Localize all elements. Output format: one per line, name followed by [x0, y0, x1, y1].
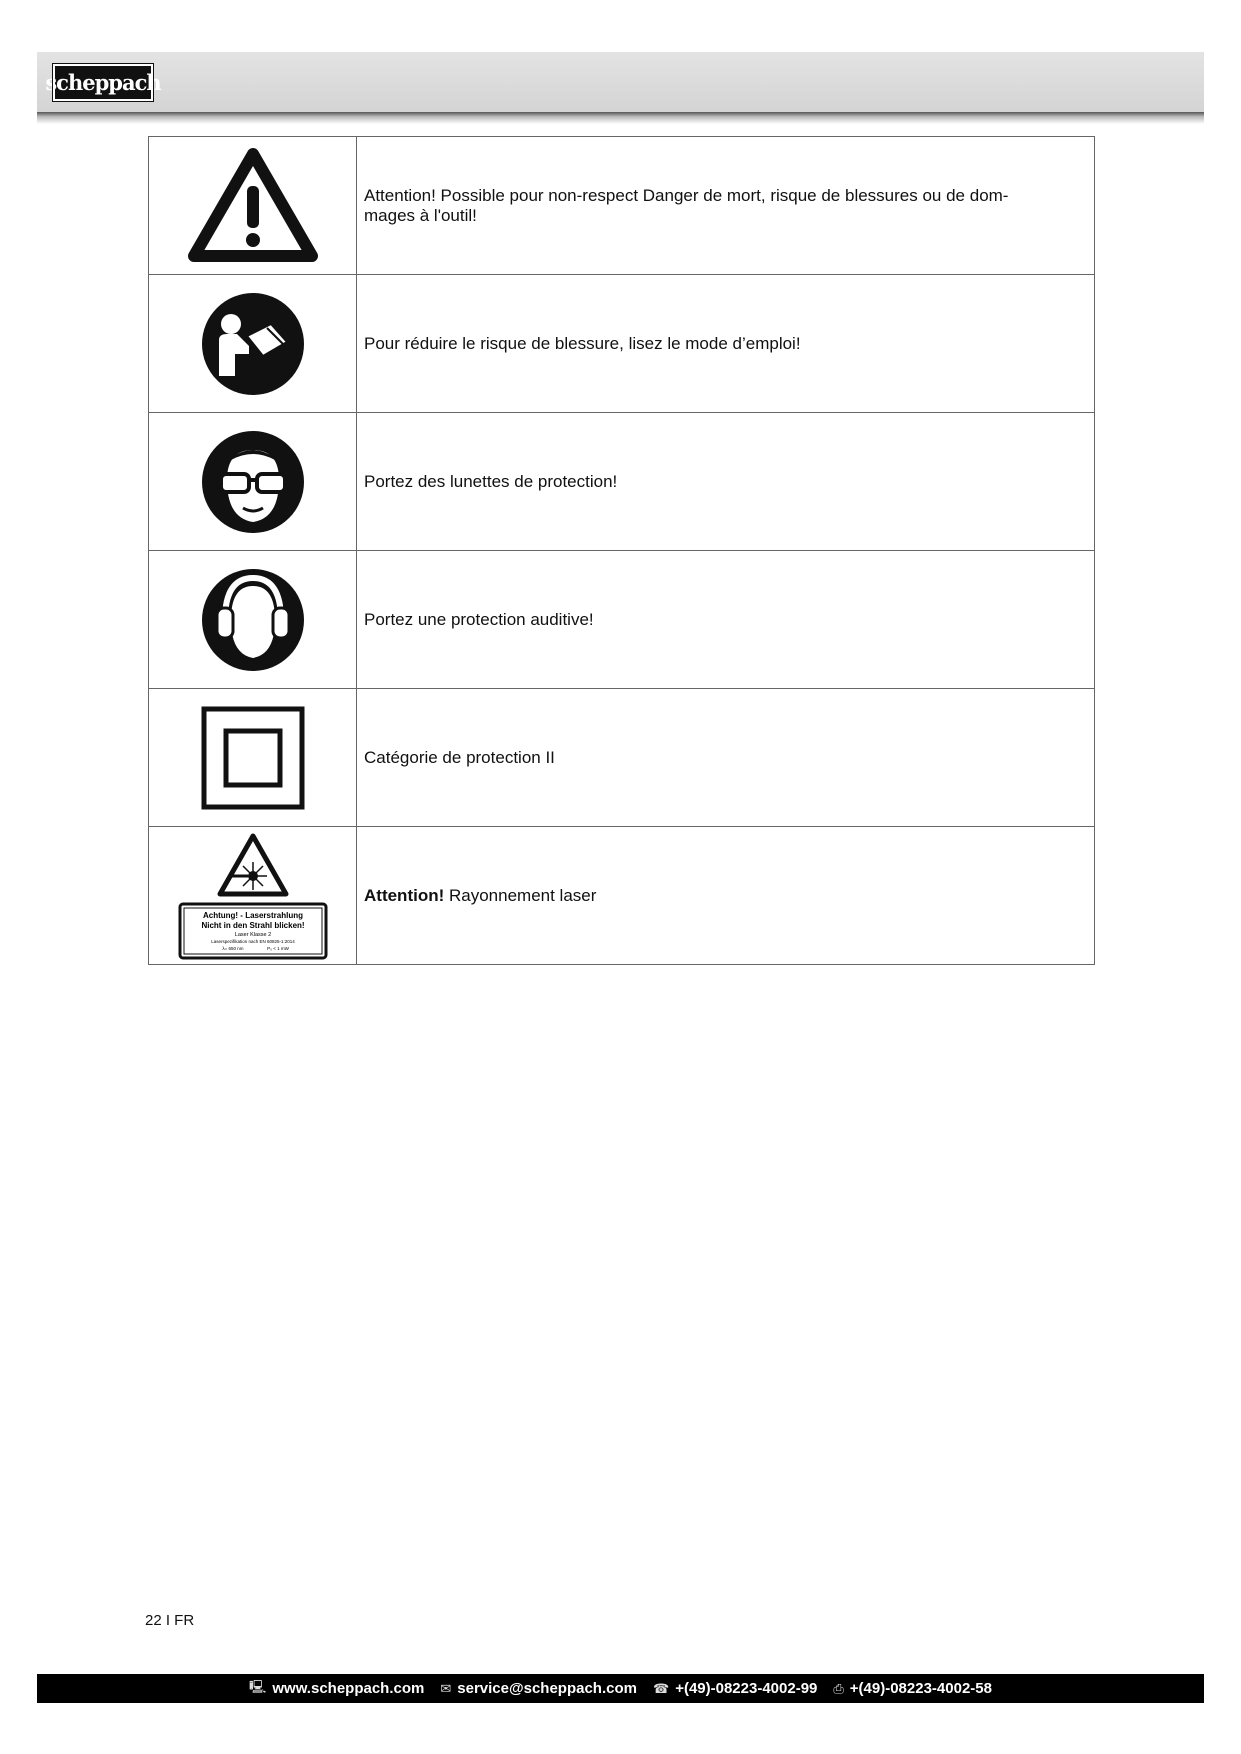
footer-fax: +(49)-08223-4002-58 [849, 1680, 992, 1697]
protection-class-ii-icon [201, 706, 305, 810]
footer-email[interactable]: service@scheppach.com [457, 1680, 637, 1697]
header-bar [37, 52, 1204, 112]
scheppach-logo: scheppach [53, 64, 153, 101]
symbol-description: Catégorie de protection II [357, 689, 1095, 827]
table-row [149, 689, 1095, 827]
laser-label-line2: Nicht in den Strahl blicken! [200, 920, 305, 930]
header-shadow [37, 112, 1204, 124]
fax-icon: ⎙ [833, 1680, 844, 1696]
table-row [149, 827, 1095, 965]
footer-website[interactable]: www.scheppach.com [272, 1680, 425, 1697]
symbol-description: Pour réduire le risque de blessure, lisez le mode d’emploi! [357, 275, 1095, 413]
footer-phone: +(49)-08223-4002-99 [675, 1680, 818, 1697]
laser-description: Rayonnement laser [444, 885, 597, 905]
laser-label-line1: Achtung! - Laserstrahlung [202, 910, 303, 920]
laser-warning-icon [178, 832, 328, 960]
laser-label-power: P₀ < 1 mW [266, 945, 289, 951]
phone-icon: ☎ [652, 1680, 670, 1696]
table-row [149, 137, 1095, 275]
attention-label: Attention! [364, 885, 445, 905]
laser-label-line3: Laser Klasse 2 [234, 931, 271, 938]
table-row [149, 275, 1095, 413]
symbol-description [357, 827, 1095, 965]
laser-label-wavelength: λ= 650 nm [221, 945, 244, 951]
symbol-table [148, 136, 1095, 965]
eye-protection-icon [201, 430, 305, 534]
table-row [149, 413, 1095, 551]
email-icon: ✉ [440, 1680, 452, 1696]
footer-bar [37, 1674, 1204, 1703]
laser-label-line4: Laserspezifikation nach EN 60825-1:2014 [210, 938, 295, 944]
symbol-description: Portez une protection auditive! [357, 551, 1095, 689]
page-number: 22 I FR [145, 1612, 195, 1629]
table-row [149, 551, 1095, 689]
read-manual-icon [201, 292, 305, 396]
symbol-description: Portez des lunettes de protection! [357, 413, 1095, 551]
symbol-description: Attention! Possible pour non-respect Danger de mort, risque de blessures ou de dom-mages à l'outil! [357, 137, 1095, 275]
computer-icon: 🖳 [249, 1678, 267, 1694]
warning-triangle-icon [188, 148, 318, 263]
ear-protection-icon [201, 568, 305, 672]
